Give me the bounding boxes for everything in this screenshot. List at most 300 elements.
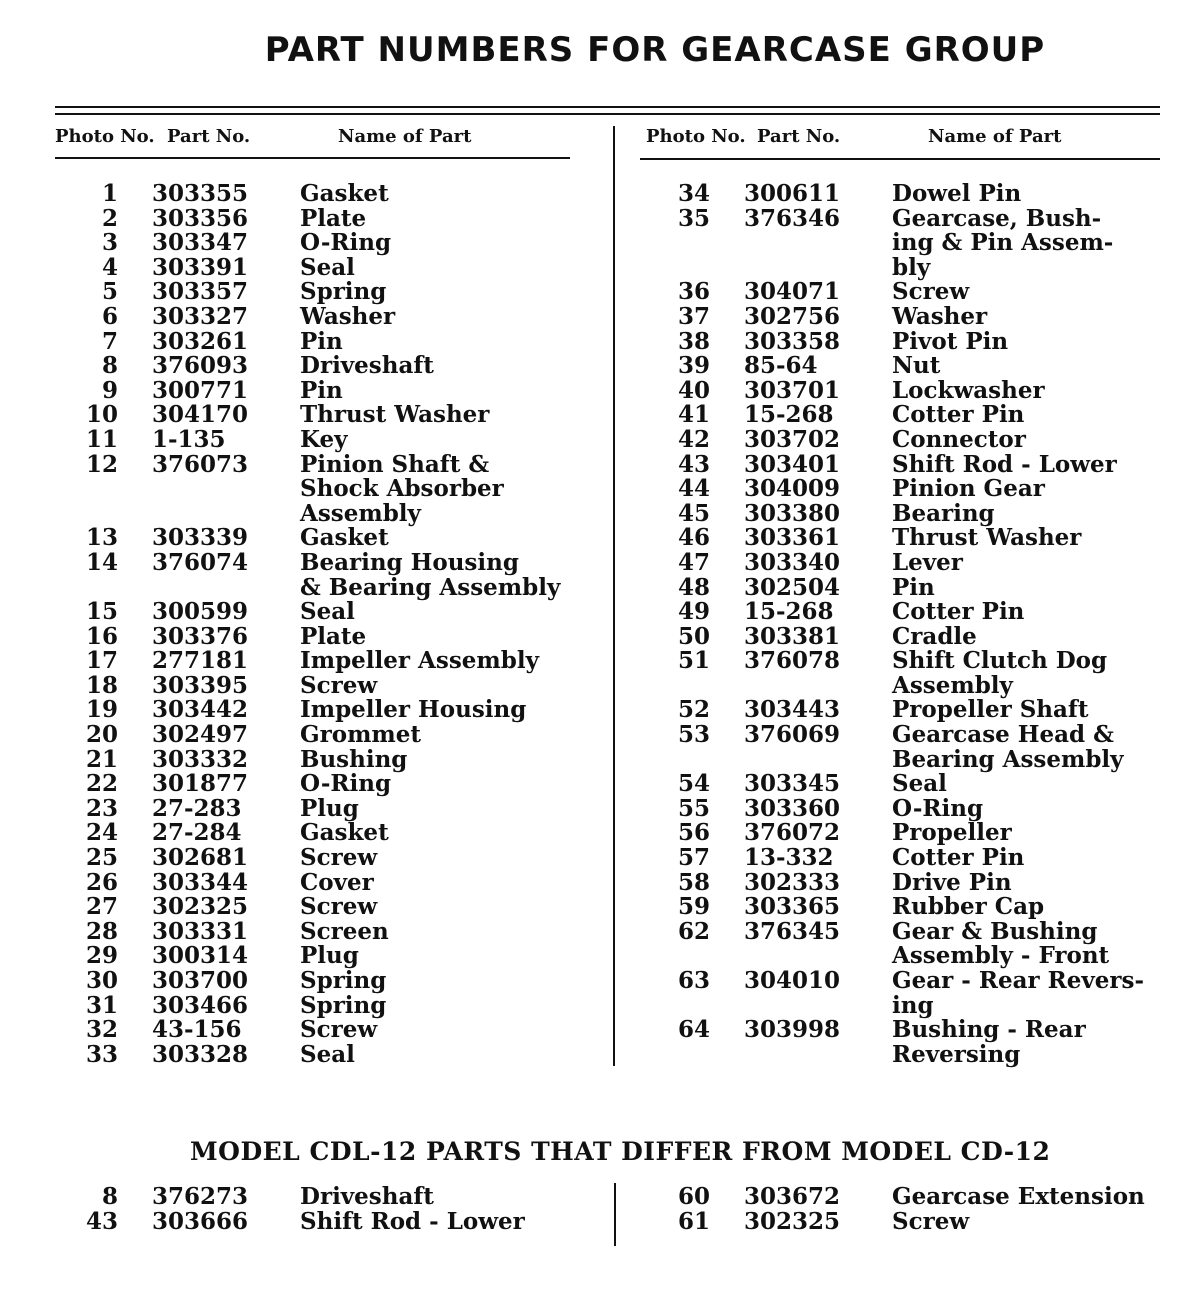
photo-number: 31 [85, 991, 118, 1019]
part-number: 303380 [744, 499, 841, 527]
part-name: Screw [300, 844, 378, 872]
photo-number: 36 [677, 278, 710, 306]
part-number: 303672 [744, 1183, 841, 1210]
part-row [0, 969, 610, 994]
part-name: Pinion Shaft & [300, 450, 490, 478]
part-number: 13-332 [744, 844, 834, 872]
right-header-name: Name of Part [928, 126, 1062, 147]
photo-number: 5 [101, 278, 118, 306]
part-name: Propeller Shaft [892, 696, 1089, 724]
photo-number: 16 [85, 622, 118, 650]
part-name: Cotter Pin [892, 401, 1025, 429]
part-row [616, 302, 1200, 330]
photo-number: 26 [85, 868, 118, 896]
part-row [616, 425, 1200, 453]
photo-number: 9 [101, 376, 118, 404]
part-number: 303442 [152, 696, 249, 724]
photo-number: 2 [101, 204, 118, 232]
part-row [616, 376, 1200, 404]
part-number: 302325 [744, 1207, 841, 1235]
photo-number: 23 [85, 794, 118, 822]
left-header-photo-no: Photo No. [55, 126, 155, 147]
part-name: Gearcase Head & [892, 721, 1114, 749]
part-row [0, 477, 610, 502]
part-number: 303355 [152, 180, 249, 207]
right-parts-column [616, 182, 1200, 1067]
photo-number: 4 [101, 253, 118, 281]
photo-number: 34 [677, 180, 710, 207]
part-number: 376078 [744, 647, 841, 675]
part-name: Lockwasher [892, 376, 1045, 404]
part-name: Gasket [300, 819, 389, 847]
part-name: Impeller Assembly [300, 647, 539, 675]
photo-number: 37 [677, 302, 710, 330]
part-name: Shift Rod - Lower [300, 1207, 525, 1235]
part-name: Dowel Pin [892, 180, 1022, 207]
part-number: 303376 [152, 622, 249, 650]
part-name: Thrust Washer [300, 401, 490, 429]
part-row [616, 868, 1200, 896]
part-row [0, 526, 610, 551]
photo-number: 24 [85, 819, 118, 847]
part-row [0, 327, 610, 355]
left-parts-column [0, 182, 610, 1067]
part-row [0, 671, 610, 699]
photo-number: 64 [677, 1016, 710, 1044]
part-number: 303998 [744, 1016, 841, 1044]
part-name: Assembly - Front [892, 942, 1110, 970]
part-name: Key [300, 425, 348, 453]
part-row [616, 1040, 1200, 1068]
part-number: 376069 [744, 721, 841, 749]
part-row [616, 204, 1200, 232]
part-row [0, 895, 610, 920]
photo-number: 39 [677, 352, 710, 380]
part-row [616, 354, 1200, 379]
part-row [616, 671, 1200, 699]
part-name: Connector [892, 425, 1026, 453]
part-row [616, 991, 1200, 1019]
part-row [0, 649, 610, 674]
part-name: Plug [300, 794, 359, 822]
photo-number: 8 [101, 352, 118, 380]
part-number: 15-268 [744, 401, 834, 429]
photo-number: 1 [101, 180, 118, 207]
right-header-part-no: Part No. [757, 126, 841, 147]
part-number: 303331 [152, 917, 249, 945]
part-name: Pin [300, 376, 343, 404]
part-number: 303347 [152, 229, 249, 257]
part-row [0, 1207, 610, 1235]
part-name: O-Ring [892, 794, 984, 822]
part-row [0, 182, 610, 207]
left-header-rule [55, 157, 570, 159]
photo-number: 44 [677, 475, 710, 503]
part-name: Seal [300, 253, 355, 281]
part-row [616, 327, 1200, 355]
part-row [616, 723, 1200, 748]
part-name: Bushing [300, 745, 408, 773]
part-number: 43-156 [152, 1016, 242, 1044]
part-row [0, 723, 610, 748]
part-number: 376345 [744, 917, 841, 945]
part-name: Cradle [892, 622, 977, 650]
part-name: Pin [892, 573, 935, 601]
photo-number: 61 [677, 1207, 710, 1235]
photo-number: 54 [677, 770, 710, 798]
part-name: Spring [300, 967, 387, 994]
part-row [616, 600, 1200, 625]
part-row [0, 772, 610, 797]
part-name: Gasket [300, 524, 389, 552]
part-row [616, 944, 1200, 969]
part-row [0, 622, 610, 650]
photo-number: 58 [677, 868, 710, 896]
part-row [0, 868, 610, 896]
photo-number: 40 [677, 376, 710, 404]
part-name: Pivot Pin [892, 327, 1009, 355]
part-number: 303358 [744, 327, 841, 355]
right-header-rule [640, 158, 1160, 160]
part-number: 85-64 [744, 352, 818, 380]
part-row [616, 526, 1200, 551]
part-name: Cotter Pin [892, 844, 1025, 872]
part-name: Gear - Rear Revers- [892, 967, 1144, 994]
part-row [0, 1185, 610, 1210]
part-row [616, 772, 1200, 797]
part-name: Screw [892, 1207, 970, 1235]
part-number: 303361 [744, 524, 841, 552]
part-row [0, 548, 610, 576]
column-divider [613, 126, 615, 1066]
part-row [0, 991, 610, 1019]
part-number: 303345 [744, 770, 841, 798]
photo-number: 30 [85, 967, 118, 994]
right-header-photo-no: Photo No. [646, 126, 746, 147]
part-row [0, 794, 610, 822]
part-row [0, 745, 610, 773]
part-number: 376346 [744, 204, 841, 232]
photo-number: 15 [85, 598, 118, 626]
photo-number: 3 [101, 229, 118, 257]
part-name: Bearing Housing [300, 548, 519, 576]
part-name: Seal [300, 598, 355, 626]
photo-number: 45 [677, 499, 710, 527]
part-name: Shift Clutch Dog [892, 647, 1108, 675]
part-name: Thrust Washer [892, 524, 1082, 552]
part-name: Washer [300, 302, 396, 330]
part-name: Grommet [300, 721, 422, 749]
part-name: Screen [300, 917, 389, 945]
photo-number: 28 [85, 917, 118, 945]
part-name: Spring [300, 278, 387, 306]
part-number: 303401 [744, 450, 841, 478]
part-name: Pinion Gear [892, 475, 1045, 503]
part-name: Bushing - Rear [892, 1016, 1086, 1044]
photo-number: 35 [677, 204, 710, 232]
part-number: 304071 [744, 278, 841, 306]
part-number: 303261 [152, 327, 249, 355]
part-name: Screw [300, 1016, 378, 1044]
part-name: Cover [300, 868, 374, 896]
part-number: 1-135 [152, 425, 226, 453]
part-name: Lever [892, 548, 963, 576]
part-row [616, 794, 1200, 822]
part-row [0, 1040, 610, 1068]
photo-number: 43 [85, 1207, 118, 1235]
part-row [0, 573, 610, 601]
photo-number: 46 [677, 524, 710, 552]
photo-number: 52 [677, 696, 710, 724]
part-row [616, 622, 1200, 650]
part-row [616, 1185, 1200, 1210]
part-row [0, 204, 610, 232]
photo-number: 38 [677, 327, 710, 355]
part-name: & Bearing Assembly [300, 573, 561, 601]
photo-number: 6 [101, 302, 118, 330]
part-number: 303395 [152, 671, 249, 699]
part-name: Screw [300, 671, 378, 699]
part-row [616, 846, 1200, 871]
left-header-name: Name of Part [338, 126, 472, 147]
photo-number: 12 [85, 450, 118, 478]
photo-number: 60 [677, 1183, 710, 1210]
part-row [0, 846, 610, 871]
part-number: 376072 [744, 819, 841, 847]
part-row [0, 280, 610, 305]
part-row [616, 253, 1200, 281]
part-number: 303357 [152, 278, 249, 306]
part-name: Driveshaft [300, 352, 434, 380]
part-row [0, 403, 610, 428]
part-number: 303356 [152, 204, 249, 232]
part-number: 302333 [744, 868, 841, 896]
part-row [0, 499, 610, 527]
photo-number: 47 [677, 548, 710, 576]
differences-right-column [616, 1185, 1200, 1234]
part-number: 302504 [744, 573, 841, 601]
part-number: 303328 [152, 1040, 249, 1068]
part-name: Drive Pin [892, 868, 1012, 896]
part-row [616, 450, 1200, 478]
part-number: 302497 [152, 721, 249, 749]
photo-number: 13 [85, 524, 118, 552]
photo-number: 33 [85, 1040, 118, 1068]
photo-number: 42 [677, 425, 710, 453]
part-name: Gasket [300, 180, 389, 207]
photo-number: 55 [677, 794, 710, 822]
part-name: Cotter Pin [892, 598, 1025, 626]
part-number: 301877 [152, 770, 249, 798]
part-number: 376093 [152, 352, 249, 380]
part-row [0, 253, 610, 281]
photo-number: 8 [101, 1183, 118, 1210]
part-name: Bearing Assembly [892, 745, 1124, 773]
part-name: Plug [300, 942, 359, 970]
part-name: Impeller Housing [300, 696, 527, 724]
photo-number: 25 [85, 844, 118, 872]
part-name: Pin [300, 327, 343, 355]
part-name: Gearcase, Bush- [892, 204, 1102, 232]
part-number: 303700 [152, 967, 249, 994]
photo-number: 56 [677, 819, 710, 847]
part-number: 303365 [744, 893, 841, 921]
part-row [0, 600, 610, 625]
part-number: 303360 [744, 794, 841, 822]
part-row [0, 944, 610, 969]
part-number: 302681 [152, 844, 249, 872]
part-number: 300599 [152, 598, 249, 626]
photo-number: 43 [677, 450, 710, 478]
part-row [616, 698, 1200, 723]
part-number: 303666 [152, 1207, 249, 1235]
part-row [0, 302, 610, 330]
part-row [616, 745, 1200, 773]
part-name: Spring [300, 991, 387, 1019]
part-row [616, 917, 1200, 945]
part-name: Plate [300, 204, 367, 232]
part-name: Bearing [892, 499, 995, 527]
photo-number: 14 [85, 548, 118, 576]
title-rule-bottom [55, 113, 1160, 115]
part-number: 376273 [152, 1183, 249, 1210]
part-number: 303381 [744, 622, 841, 650]
part-row [616, 182, 1200, 207]
part-number: 303443 [744, 696, 841, 724]
part-number: 304009 [744, 475, 841, 503]
part-row [616, 573, 1200, 601]
part-number: 304170 [152, 401, 249, 429]
part-number: 303701 [744, 376, 841, 404]
part-name: Driveshaft [300, 1183, 434, 1210]
photo-number: 53 [677, 721, 710, 749]
part-number: 15-268 [744, 598, 834, 626]
part-row [616, 895, 1200, 920]
part-name: O-Ring [300, 229, 392, 257]
part-name: bly [892, 253, 931, 281]
left-header-part-no: Part No. [167, 126, 251, 147]
part-name: Seal [300, 1040, 355, 1068]
part-name: Shock Absorber [300, 475, 504, 503]
part-number: 300314 [152, 942, 249, 970]
part-name: Plate [300, 622, 367, 650]
photo-number: 63 [677, 967, 710, 994]
page-title: PART NUMBERS FOR GEARCASE GROUP [264, 30, 1046, 70]
part-name: Washer [892, 302, 988, 330]
part-number: 303702 [744, 425, 841, 453]
part-number: 303466 [152, 991, 249, 1019]
photo-number: 21 [85, 745, 118, 773]
part-number: 300611 [744, 180, 841, 207]
part-row [616, 1207, 1200, 1235]
part-row [0, 425, 610, 453]
part-number: 303344 [152, 868, 249, 896]
part-number: 376073 [152, 450, 249, 478]
differences-title: MODEL CDL-12 PARTS THAT DIFFER FROM MODEL CD-12 [190, 1137, 1051, 1166]
photo-number: 29 [85, 942, 118, 970]
photo-number: 50 [677, 622, 710, 650]
part-row [616, 403, 1200, 428]
photo-number: 18 [85, 671, 118, 699]
part-row [616, 231, 1200, 256]
photo-number: 41 [677, 401, 710, 429]
part-row [616, 280, 1200, 305]
part-row [616, 477, 1200, 502]
part-name: Screw [300, 893, 378, 921]
part-name: ing & Pin Assem- [892, 229, 1114, 257]
photo-number: 59 [677, 893, 710, 921]
photo-number: 51 [677, 647, 710, 675]
part-number: 303327 [152, 302, 249, 330]
part-name: Seal [892, 770, 947, 798]
part-name: Propeller [892, 819, 1012, 847]
part-number: 376074 [152, 548, 249, 576]
photo-number: 49 [677, 598, 710, 626]
part-number: 303391 [152, 253, 249, 281]
title-rule-top [55, 106, 1160, 108]
part-name: Gear & Bushing [892, 917, 1098, 945]
photo-number: 22 [85, 770, 118, 798]
photo-number: 11 [85, 425, 118, 453]
part-row [0, 231, 610, 256]
part-row [616, 649, 1200, 674]
photo-number: 10 [85, 401, 118, 429]
part-row [616, 548, 1200, 576]
part-name: Rubber Cap [892, 893, 1045, 921]
part-name: O-Ring [300, 770, 392, 798]
photo-number: 57 [677, 844, 710, 872]
part-number: 304010 [744, 967, 841, 994]
part-name: Screw [892, 278, 970, 306]
part-number: 27-284 [152, 819, 242, 847]
part-row [616, 1018, 1200, 1043]
differences-left-column [0, 1185, 610, 1234]
part-number: 303339 [152, 524, 249, 552]
part-row [616, 499, 1200, 527]
part-row [616, 821, 1200, 846]
part-number: 27-283 [152, 794, 242, 822]
part-number: 277181 [152, 647, 249, 675]
photo-number: 48 [677, 573, 710, 601]
part-number: 303332 [152, 745, 249, 773]
part-row [0, 698, 610, 723]
part-number: 302325 [152, 893, 249, 921]
photo-number: 17 [85, 647, 118, 675]
part-name: ing [892, 991, 934, 1019]
part-name: Assembly [300, 499, 421, 527]
part-row [0, 376, 610, 404]
part-name: Shift Rod - Lower [892, 450, 1117, 478]
part-number: 303340 [744, 548, 841, 576]
part-row [616, 969, 1200, 994]
photo-number: 27 [85, 893, 118, 921]
part-row [0, 917, 610, 945]
part-name: Gearcase Extension [892, 1183, 1145, 1210]
photo-number: 19 [85, 696, 118, 724]
photo-number: 32 [85, 1016, 118, 1044]
part-name: Reversing [892, 1040, 1021, 1068]
part-name: Assembly [892, 671, 1013, 699]
part-number: 300771 [152, 376, 249, 404]
photo-number: 20 [85, 721, 118, 749]
part-row [0, 450, 610, 478]
part-row [0, 354, 610, 379]
photo-number: 7 [101, 327, 118, 355]
part-row [0, 821, 610, 846]
photo-number: 62 [677, 917, 710, 945]
part-name: Nut [892, 352, 941, 380]
part-row [0, 1018, 610, 1043]
